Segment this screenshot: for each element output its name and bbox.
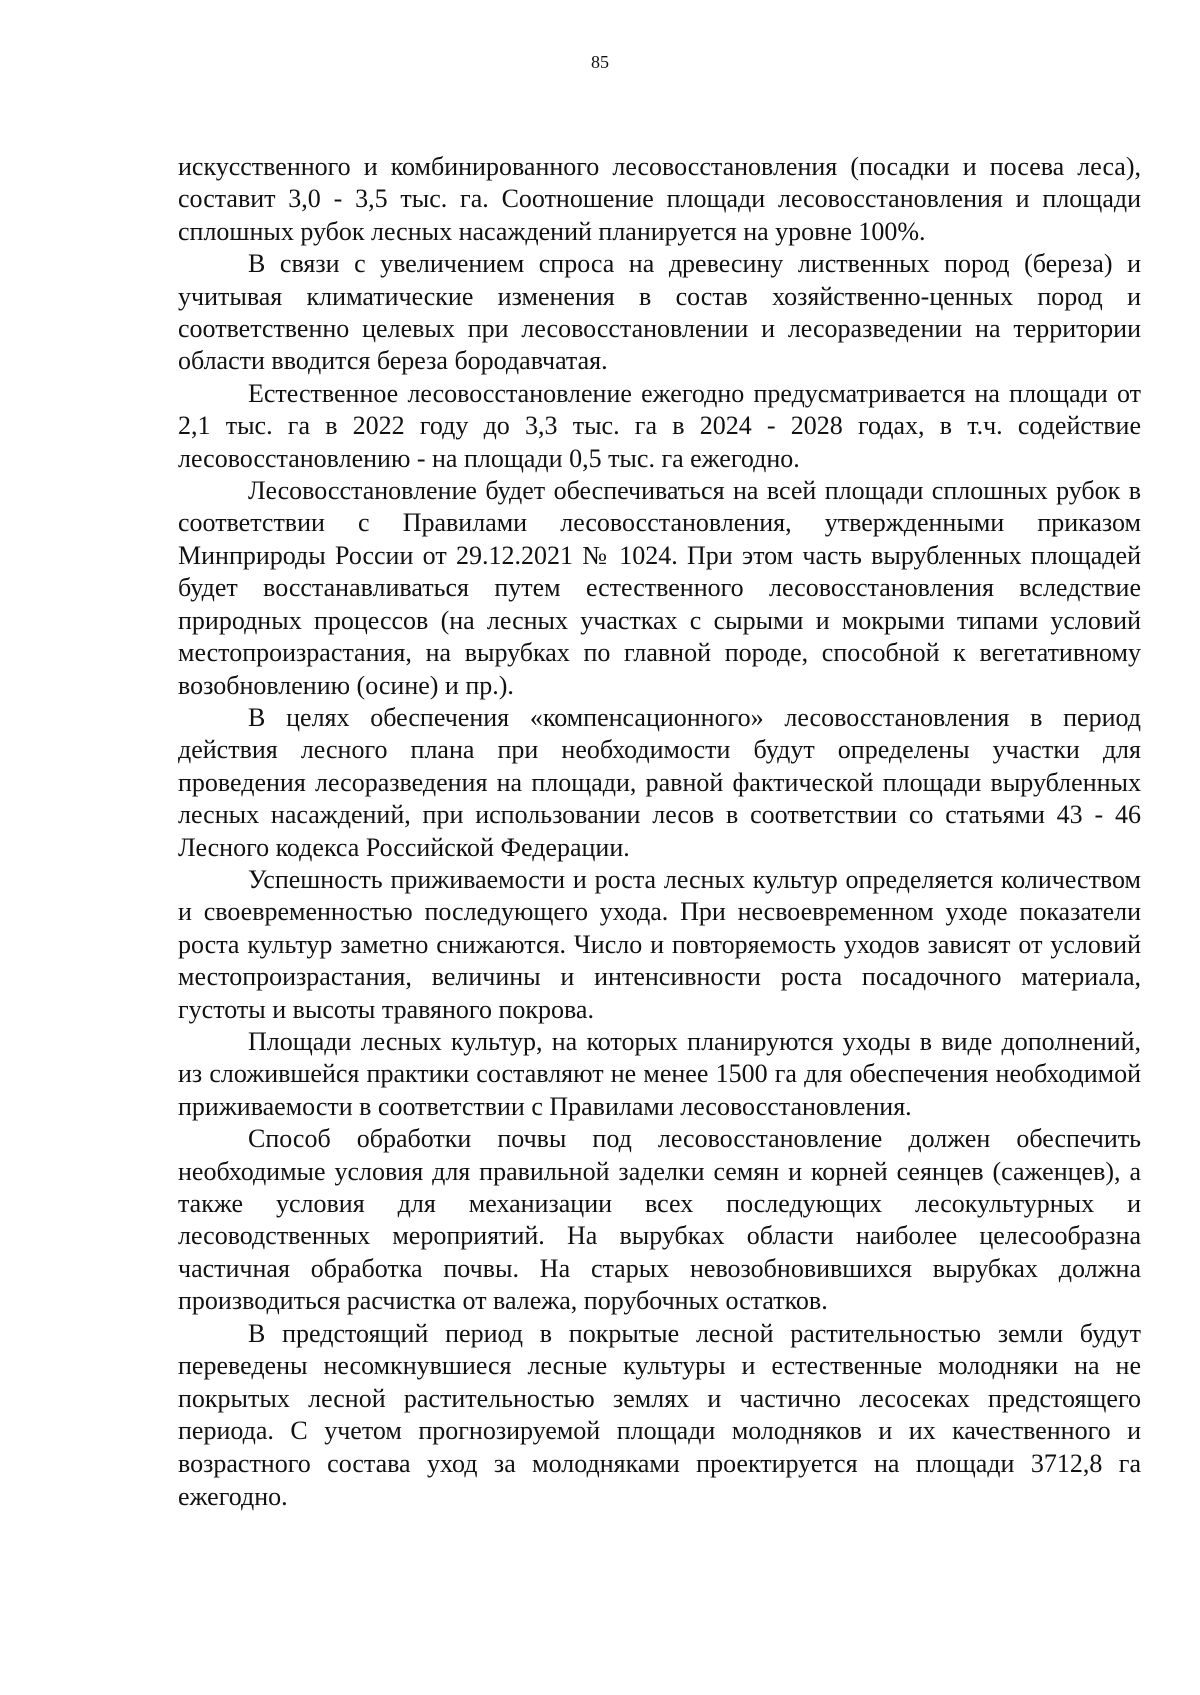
paragraph-crop-care-area: Площади лесных культур, на которых планируются уходы в виде дополнений, из сложившейся практики составляют не менее 1500 га для обеспечения необходимой приживаемости в соответствии с Правилами лесовосстановления. [178, 1026, 1141, 1121]
document-body [178, 151, 1141, 1513]
paragraph-young-stands-care: В предстоящий период в покрытые лесной растительностью земли будут переведены несомкнувшиеся лесные культуры и естественные молодняки на не покрытых лесной растительностью землях и частично лесосеках предстоящего периода. С учетом прогнозируемой площади молодняков и их качественного и возрастного состава уход за молодняками проектируется на площади 3712,8 га ежегодно. [178, 1318, 1141, 1511]
paragraph-reforestation-rules: Лесовосстановление будет обеспечиваться на всей площади сплошных рубок в соответствии с Правилами лесовосстановления, утвержденными приказом Минприроды России от 29.12.2021 № 1024. При этом часть вырубленных площадей будет восстанавливаться путем естественного лесовосстановления вследствие природных процессов (на лесных участках с сырыми и мокрыми типами условий местопроизрастания, на вырубках по главной породе, способной к вегетативному возобновлению (осине) и пр.). [178, 476, 1141, 700]
paragraph-soil-treatment: Способ обработки почвы под лесовосстановление должен обеспечить необходимые условия для правильной заделки семян и корней сеянцев (саженцев), а также условия для механизации всех последующих лесокультурных и лесоводственных мероприятий. На вырубках области наиболее целесообразна частичная обработка почвы. На старых невозобновившихся вырубках должна производиться расчистка от валежа, порубочных остатков. [178, 1124, 1141, 1316]
paragraph-crop-survival: Успешность приживаемости и роста лесных культур определяется количеством и своевременностью последующего ухода. При несвоевременном уходе показатели роста культур заметно снижаются. Число и повторяемость уходов зависят от условий местопроизрастания, величины и интенсивности роста посадочного материала, густоты и высоты травяного покрова. [178, 864, 1141, 1024]
page-number: 85 [591, 52, 609, 72]
paragraph-birch-species: В связи с увеличением спроса на древесину лиственных пород (береза) и учитывая климатические изменения в состав хозяйственно-ценных пород и соответственно целевых при лесовосстановлении и лесоразведении на территории области вводится береза бородавчатая. [178, 249, 1141, 376]
paragraph-continuation: искусственного и комбинированного лесовосстановления (посадки и посева леса), составит 3,0 - 3,5 тыс. га. Соотношение площади лесовосстановления и площади сплошных рубок лесных насаждений планируется на уровне 100%. [178, 152, 1141, 246]
paragraph-compensation-reforestation: В целях обеспечения «компенсационного» лесовосстановления в период действия лесного плана при необходимости будут определены участки для проведения лесоразведения на площади, равной фактической площади вырубленных лесных насаждений, при использовании лесов в соответствии со статьями 43 - 46 Лесного кодекса Российской Федерации. [178, 702, 1141, 862]
paragraph-natural-reforestation: Естественное лесовосстановление ежегодно предусматривается на площади от 2,1 тыс. га в 2022 году до 3,3 тыс. га в 2024 - 2028 годах, в т.ч. содействие лесовосстановлению - на площади 0,5 тыс. га ежегодно. [178, 378, 1141, 473]
